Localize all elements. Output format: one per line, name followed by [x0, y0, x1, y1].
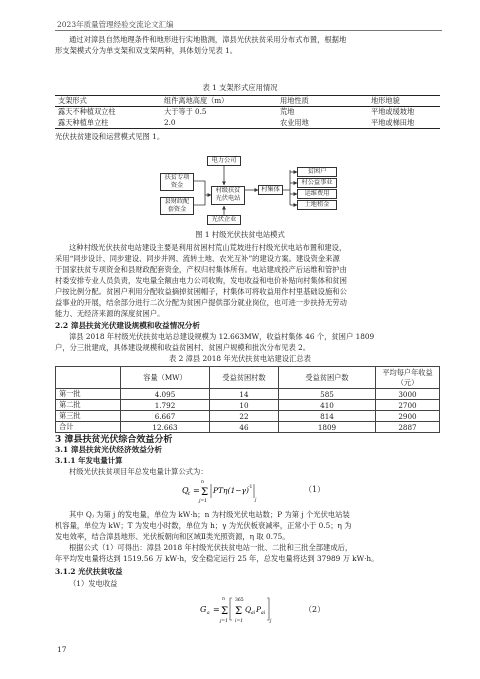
table-cell: 3000: [376, 389, 440, 400]
svg-text:n: n: [201, 480, 204, 485]
svg-text:ai: ai: [261, 611, 266, 616]
text-line: 根据公式（1）可得出：漳县 2018 年村级光伏扶贫电站一批、二批和三批全部建成后，: [69, 543, 353, 552]
table1-caption: 表 1 支架形式应用情况: [202, 83, 278, 92]
text-line: 机容量，单位为 kW；T 为发电小时数，单位为 h；γ 为光伏板衰减率，正常小于 0.5；η 为: [55, 521, 352, 530]
table-cell: 平地或梯田地: [371, 117, 415, 127]
table2-caption: 表 2 漳县 2018 年光伏扶贫电站建设汇总表: [169, 354, 311, 363]
svg-text:Σ: Σ: [201, 487, 209, 498]
table-header-row: [55, 96, 440, 107]
table-header-cell: 组件离地高度（m）: [164, 96, 229, 105]
svg-text:j=1: j=1: [220, 619, 229, 624]
box-label: 扶贫专项: [164, 174, 190, 181]
svg-text:=: =: [193, 486, 200, 495]
table-cell: 大于等于 0.5: [164, 107, 207, 117]
table-header-row: [56, 367, 440, 389]
svg-text:a: a: [207, 611, 210, 616]
text-line: 采用“同步设计、同步建设、同步并网、流转土地、农光互补”的建设方案。建设资金来源: [55, 254, 340, 263]
svg-text:PTη(1−γ): PTη(1−γ): [213, 486, 249, 495]
county-funds-box: [160, 197, 194, 215]
power-company-box: 电力公司: [207, 156, 241, 166]
text-line: 能力、无经济来源的深度贫困户。: [55, 309, 165, 318]
section-heading-3: 3 漳县扶贫光伏综合效益分析: [55, 435, 173, 445]
text-line: 漳县 2018 年村级光伏扶贫电站总建设规模为 12.663MW，收益村集体 46 个，贫困户 1809: [69, 332, 375, 341]
svg-text:n: n: [222, 597, 225, 602]
table-cell: 12.663: [121, 422, 210, 433]
table-row: [56, 389, 440, 400]
text-line: 村委安排专业人员负责，发电量全额由电力公司收购，发电收益和电价补贴向村集体和贫困: [55, 276, 347, 285]
intro-line: 通过对漳县自然地理条件和地形进行实地勘测，漳县光伏扶贫采用分布式布置，根据地: [69, 35, 347, 44]
formula-intro: 村级光伏扶贫项目年总发电量计算公式为：: [69, 467, 208, 476]
table2: [55, 366, 440, 433]
svg-text:365: 365: [235, 598, 244, 603]
section-heading-3-1: 3.1 漳县扶贫光伏经济效益分析: [55, 445, 162, 454]
output-box-poor-households: 贫困户: [297, 167, 337, 177]
section-heading-3-1-1: 3.1.1 年发电量计算: [55, 456, 123, 465]
table-cell: 第三批: [56, 411, 121, 422]
subsection-item: （1）发电收益: [69, 579, 118, 588]
header-rule: [55, 30, 442, 31]
table1: [55, 95, 440, 129]
svg-text:Q: Q: [182, 486, 189, 495]
table-cell: 22: [210, 411, 279, 422]
table-cell: 46: [210, 422, 279, 433]
section-heading-2-2: 2.2 漳县扶贫光伏建设规模和收益情况分析: [55, 321, 200, 330]
text-line: 其中 Qⱼ 为第 j 的发电量，单位为 kW·h；n 为村级光伏电站数；P 为第 j 个光伏电站装: [69, 510, 350, 519]
svg-text:-1: -1: [248, 485, 253, 490]
text-line: 益事业的开展，结余部分进行二次分配为贫困户提供部分就业岗位，也可进一步扶持无劳动: [55, 298, 347, 307]
output-box-operation-cost: 运维费用: [297, 189, 337, 199]
table-cell: 平地或缓坡地: [371, 107, 415, 117]
paragraph-formula-explained: [55, 509, 440, 564]
section-heading-3-1-2: 3.1.2 光伏扶贫收益: [55, 567, 123, 576]
table-cell: 1.792: [121, 400, 210, 411]
table-cell: 14: [210, 389, 279, 400]
intro-line: 形支架模式分为单支架和双支架两种，具体划分见表 1。: [55, 46, 238, 55]
svg-text:j: j: [255, 498, 257, 503]
svg-text:ai: ai: [251, 611, 256, 616]
box-label: 县财政配: [164, 198, 190, 205]
text-line: 年平均发电量将达到 1519.56 万 kW·h，安全稳定运行 25 年，总发电量将达到 37989 万 kW·h。: [55, 554, 379, 563]
box-label: 套资金: [167, 206, 187, 213]
table-cell: 第二批: [56, 400, 121, 411]
table-cell: 6.667: [121, 411, 210, 422]
table-cell: 410: [279, 400, 376, 411]
table-row: [55, 107, 440, 118]
after-table1-text: 光伏扶贫建设和运营模式见图 1。: [55, 132, 165, 141]
table-cell: 1809: [279, 422, 376, 433]
equation-2-number: （2）: [304, 605, 326, 614]
funds-special-box: [160, 173, 194, 191]
output-box-public-welfare: 村公益事业: [297, 178, 337, 188]
solar-company-box: 光伏企业: [207, 215, 241, 225]
text-line: 户，分三批建成，具体建设规模和收益贫困村、贫困户规模和批次分布见表 2。: [55, 343, 311, 352]
table-row: [56, 400, 440, 411]
page-number: 17: [57, 645, 67, 654]
svg-text:j=1: j=1: [199, 499, 208, 504]
svg-text:Σ: Σ: [235, 606, 243, 617]
table-header-cell: 受益贫困村数: [210, 367, 279, 389]
box-label: 光伏电站: [215, 195, 241, 202]
table-cell: 4.095: [121, 389, 210, 400]
table-cell: 第一批: [56, 389, 121, 400]
table-cell: 合计: [56, 422, 121, 433]
table-cell: 农业用地: [280, 117, 309, 127]
running-header: 2023年质量管理经验交流论文汇编: [57, 20, 174, 29]
box-label: 村级扶贫: [215, 187, 241, 194]
text-line: 这种村级光伏扶贫电站建设主要是利用贫困村荒山荒坡进行村级光伏电站布置和建设，: [69, 243, 347, 252]
text-line: 于国家扶贫专项资金和县财政配套资金，产权归村集体所有。电站建成投产后运维和管护由: [55, 265, 347, 274]
table-cell: 2700: [376, 400, 440, 411]
table-cell: 814: [279, 411, 376, 422]
output-box-land-rent: 土地租金: [297, 200, 337, 210]
village-pv-station-box: [211, 186, 245, 205]
table-row: [56, 411, 440, 422]
svg-text:Q: Q: [245, 605, 252, 614]
table-cell: 2900: [376, 411, 440, 422]
svg-text:=: =: [213, 605, 220, 614]
table-cell: 2.0: [164, 118, 176, 128]
table-header-cell: 容量（MW）: [121, 367, 210, 389]
box-label: 资金: [170, 182, 184, 189]
text-line: 发电效率，结合漳县地形、光伏板朝向和区域Ⅱ类光照资源，η 取 0.75。: [55, 532, 290, 541]
table-cell: 10: [210, 400, 279, 411]
table-cell: 2887: [376, 422, 440, 433]
table-row: [56, 422, 440, 433]
svg-text:P: P: [256, 605, 262, 614]
table-header-cell: 支架形式: [58, 96, 87, 105]
table-header-cell: 平均每户年收益（元）: [376, 367, 440, 389]
paragraph-model: [55, 242, 440, 319]
table-cell: 露天不种植双立柱: [58, 107, 116, 117]
connector-funds2: [194, 195, 205, 205]
intro-paragraph: [55, 34, 440, 56]
text-line: 户按比例分配。贫困户利用分配收益摘掉贫困帽子，村集体可将收益用作村里基础设施和公: [55, 287, 347, 296]
table-header-cell: 地形地貌: [371, 96, 400, 105]
table-cell: 585: [279, 389, 376, 400]
table-header-cell: 用地性质: [280, 96, 309, 105]
equation-1: [180, 476, 290, 506]
paragraph-scale: [55, 331, 440, 353]
village-collective-box: 村集体: [258, 185, 283, 195]
table-cell: 荒地: [280, 107, 295, 117]
table-row: [55, 118, 440, 129]
equation-1-number: （1）: [304, 485, 326, 494]
table-cell: 露天种植单立柱: [58, 117, 109, 127]
svg-text:Σ: Σ: [221, 606, 229, 617]
svg-text:j: j: [270, 619, 272, 624]
svg-text:t: t: [188, 491, 191, 497]
svg-text:G: G: [200, 605, 207, 614]
table-header-cell: 受益贫困户数: [279, 367, 376, 389]
svg-text:i=1: i=1: [235, 619, 244, 624]
connector-funds1: [194, 181, 205, 195]
table-header-cell: [56, 367, 121, 389]
figure1-caption: 图 1 村级光伏扶贫电站模式: [195, 230, 285, 239]
equation-2: [198, 592, 298, 628]
